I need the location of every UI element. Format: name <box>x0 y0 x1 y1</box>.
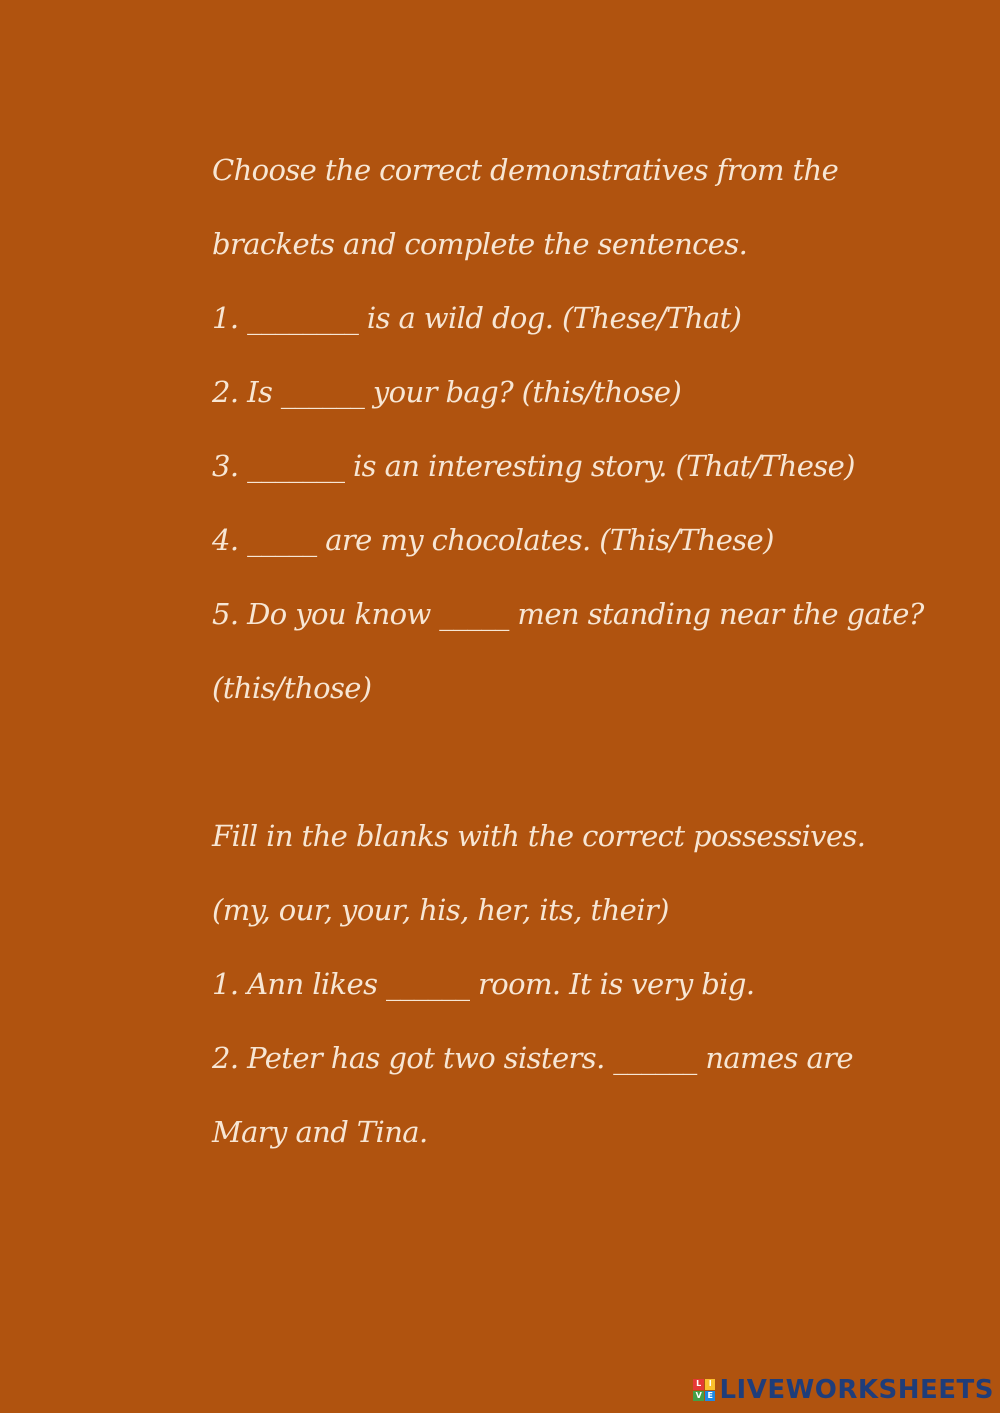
section1-question-5: 5. Do you know _____ men standing near the gate? <box>212 597 924 631</box>
liveworksheets-logo-icon <box>693 1379 715 1401</box>
section2-question-2: 2. Peter has got two sisters. ______ names are <box>212 1041 853 1075</box>
section1-question-4: 4. _____ are my chocolates. (This/These) <box>212 523 774 557</box>
section1-question-3: 3. _______ is an interesting story. (That/These) <box>212 449 855 483</box>
worksheet <box>212 148 924 1184</box>
logo-letter-e: E <box>705 1391 716 1402</box>
liveworksheets-branding <box>693 1375 994 1405</box>
section1-question-1: 1. ________ is a wild dog. (These/That) <box>212 301 742 335</box>
logo-letter-v: V <box>693 1391 704 1402</box>
section2-instruction: Fill in the blanks with the correct possessives. <box>212 819 866 853</box>
section-spacer <box>212 740 912 814</box>
section2-options: (my, our, your, his, her, its, their) <box>212 893 669 927</box>
section2-question-2-continued: Mary and Tina. <box>212 1115 428 1149</box>
section1-instruction-line1: Choose the correct demonstratives from the <box>212 153 839 187</box>
section1-question-5-continued: (this/those) <box>212 671 372 705</box>
logo-letter-l: L <box>693 1379 704 1390</box>
brand-text: LIVEWORKSHEETS <box>719 1375 994 1405</box>
logo-letter-i: I <box>705 1379 716 1390</box>
section1-instruction-line2: brackets and complete the sentences. <box>212 227 748 261</box>
section1-question-2: 2. Is ______ your bag? (this/those) <box>212 375 682 409</box>
section2-question-1: 1. Ann likes ______ room. It is very big. <box>212 967 755 1001</box>
